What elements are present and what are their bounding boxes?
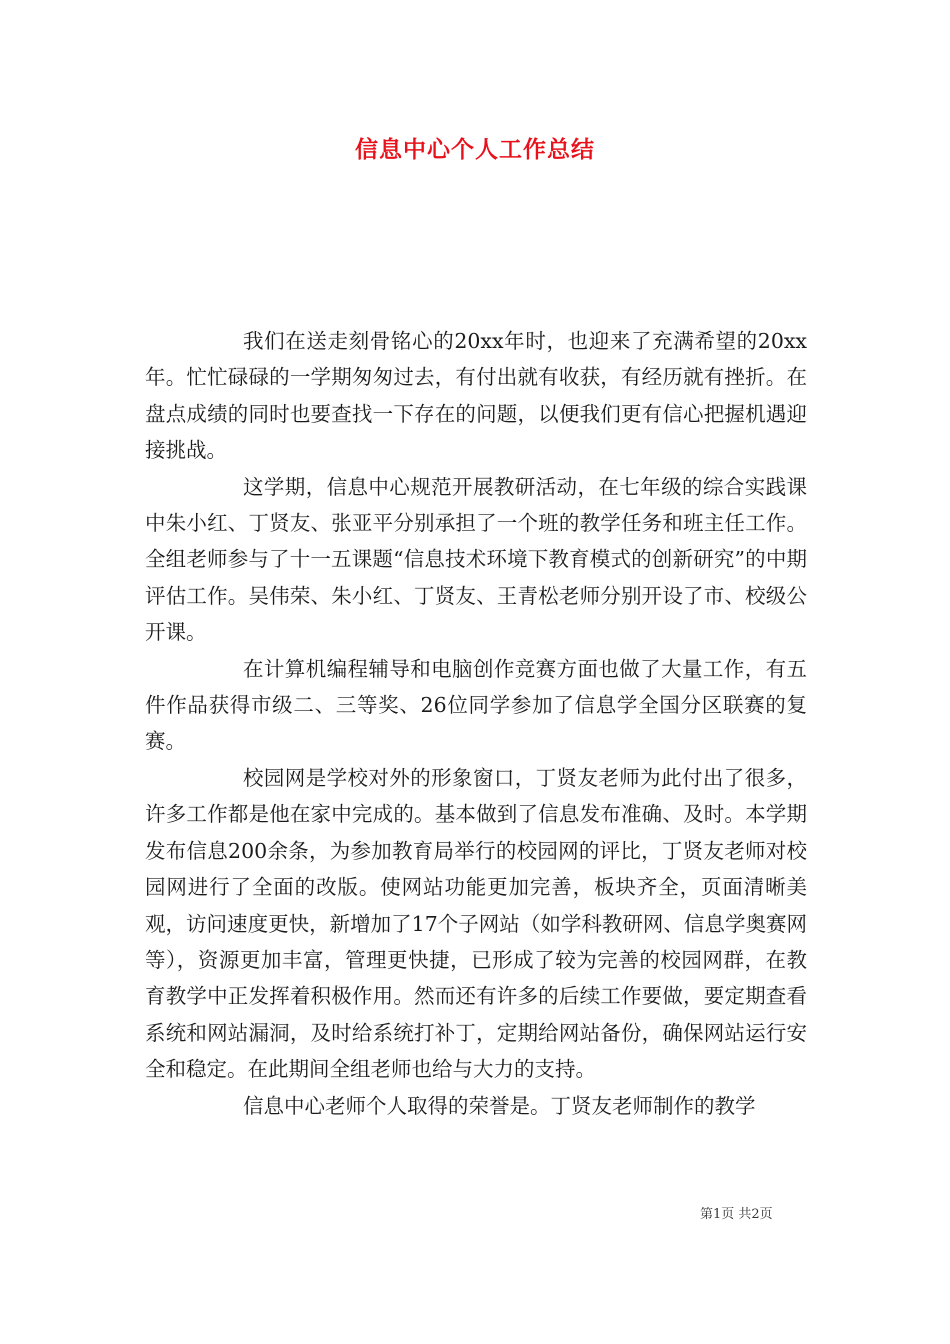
paragraph-1: 我们在送走刻骨铭心的20xx年时，也迎来了充满希望的20xx年。忙忙碌碌的一学期匆匆过去，有付出就有收获，有经历就有挫折。在盘点成绩的同时也要查找一下存在的问题，以便我们更有信心把握机遇迎接挑战。 xyxy=(145,329,807,463)
paragraph-5: 信息中心老师个人取得的荣誉是。丁贤友老师制作的教学 xyxy=(243,1093,756,1118)
document-body xyxy=(145,323,807,1124)
paragraph-2: 这学期，信息中心规范开展教研活动，在七年级的综合实践课中朱小红、丁贤友、张亚平分别承担了一个班的教学任务和班主任工作。全组老师参与了十一五课题“信息技术环境下教育模式的创新研究”的中期评估工作。吴伟荣、朱小红、丁贤友、王青松老师分别开设了市、校级公开课。 xyxy=(145,474,807,645)
document-title: 信息中心个人工作总结 xyxy=(355,136,595,163)
page-number-footer: 第1页 共2页 xyxy=(700,1207,773,1222)
paragraph-4: 校园网是学校对外的形象窗口，丁贤友老师为此付出了很多，许多工作都是他在家中完成的。基本做到了信息发布准确、及时。本学期发布信息200余条，为参加教育局举行的校园网的评比，丁贤友老师对校园网进行了全面的改版。使网站功能更加完善，板块齐全，页面清晰美观，访问速度更快，新增加了17个子网站（如学科教研网、信息学奥赛网等），资源更加丰富，管理更快捷，已形成了较为完善的校园网群，在教育教学中正发挥着积极作用。然而还有许多的后续工作要做，要定期查看系统和网站漏洞，及时给系统打补丁，定期给网站备份，确保网站运行安全和稳定。在此期间全组老师也给与大力的支持。 xyxy=(145,765,807,1082)
paragraph-3: 在计算机编程辅导和电脑创作竞赛方面也做了大量工作，有五件作品获得市级二、三等奖、26位同学参加了信息学全国分区联赛的复赛。 xyxy=(145,656,807,754)
